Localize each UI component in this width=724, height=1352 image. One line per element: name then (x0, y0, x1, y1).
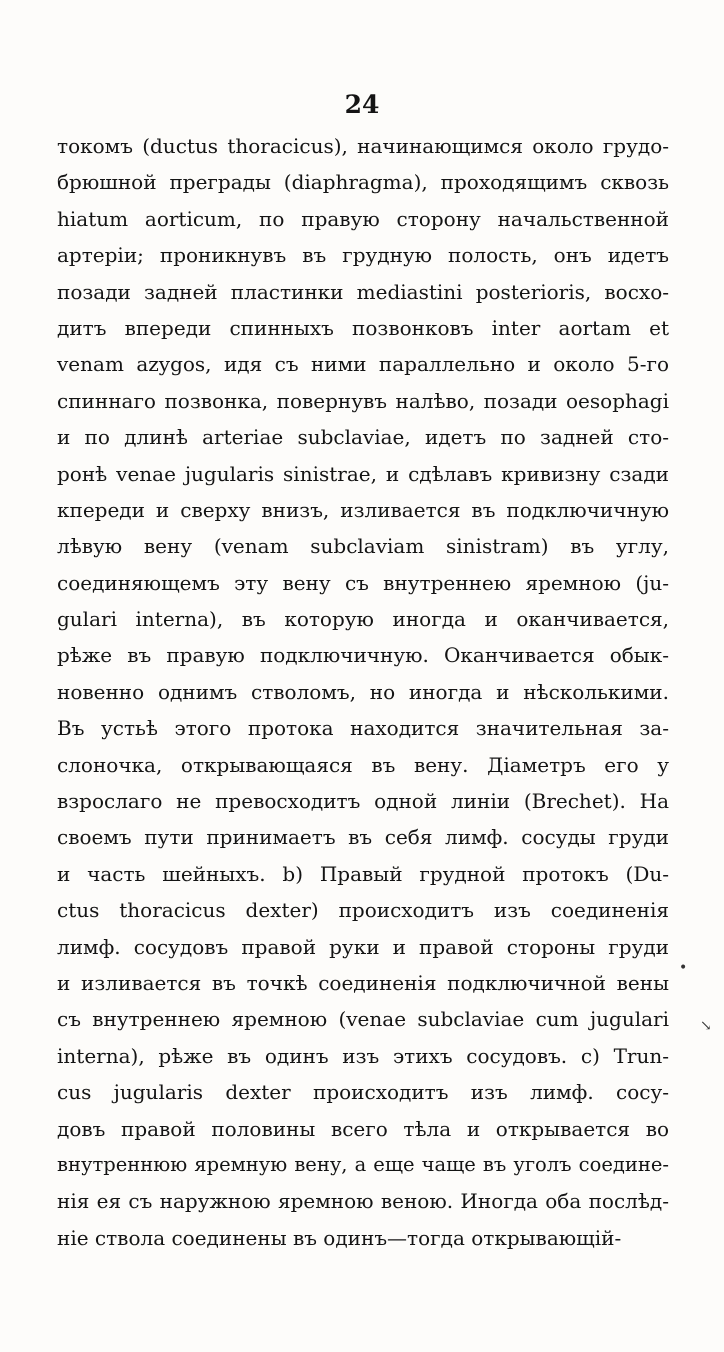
text-line: ніе ствола соединены въ одинъ—тогда открывающій- (57, 1225, 622, 1250)
text-line: нія ея съ наружною яремною веною. Иногда оба послѣд- (57, 1189, 669, 1214)
text-line: соединяющемъ эту вену съ внутреннею яремною (ju- (57, 570, 669, 595)
margin-tick: ↘ (700, 1018, 712, 1034)
text-line: и по длинѣ arteriae subclaviae, идетъ по задней сто- (57, 425, 669, 450)
text-line: своемъ пути принимаетъ въ себя лимф. сосуды груди (57, 825, 669, 850)
text-line: и часть шейныхъ. b) Правый грудной протокъ (Du- (57, 861, 669, 886)
text-line: ctus thoracicus dexter) происходитъ изъ соединенія (57, 898, 669, 923)
text-line: внутреннюю яремную вену, а еще чаще въ уголъ соедине- (57, 1152, 669, 1176)
text-line: venam azygos, идя съ ними параллельно и около 5-го (57, 352, 669, 377)
text-line: hiatum aorticum, по правую сторону начальственной (57, 206, 669, 231)
page-number: 24 (344, 90, 380, 119)
margin-dot: • (679, 960, 688, 976)
text-line: слоночка, открывающаяся въ вену. Діаметръ его у (57, 752, 669, 777)
text-line: ронѣ venae jugularis sinistrae, и сдѣлавъ кривизну сзади (57, 461, 669, 486)
text-line: взрослаго не превосходитъ одной линіи (Brechet). На (57, 789, 669, 814)
text-line: довъ правой половины всего тѣла и открывается во (57, 1116, 669, 1141)
text-line: спиннаго позвонка, повернувъ налѣво, позади oesophagi (57, 388, 669, 413)
text-line: cus jugularis dexter происходитъ изъ лимф. сосу- (57, 1080, 669, 1105)
body-text (57, 128, 669, 1256)
text-line: Въ устьѣ этого протока находится значительная за- (57, 716, 669, 741)
text-line: interna), рѣже въ одинъ изъ этихъ сосудовъ. c) Trun- (57, 1043, 669, 1068)
text-line: артеріи; проникнувъ въ грудную полость, онъ идетъ (57, 243, 669, 268)
text-line: съ внутреннею яремною (venae subclaviae cum jugulari (57, 1007, 669, 1032)
text-line: токомъ (ductus thoracicus), начинающимся около грудо- (57, 134, 669, 158)
text-line: лимф. сосудовъ правой руки и правой стороны груди (57, 934, 669, 959)
text-line: позади задней пластинки mediastini posterioris, восхо- (57, 279, 669, 304)
text-line: дитъ впереди спинныхъ позвонковъ inter aortam et (57, 315, 669, 340)
text-line: рѣже въ правую подключичную. Оканчивается обык- (57, 643, 669, 668)
text-line: брюшной преграды (diaphragma), проходящимъ сквозь (57, 170, 669, 195)
text-line: кпереди и сверху внизъ, изливается въ подключичную (57, 497, 669, 522)
text-line: лѣвую вену (venam subclaviam sinistram) въ углу, (57, 534, 669, 559)
text-line: gulari interna), въ которую иногда и оканчивается, (57, 607, 669, 632)
text-line: и изливается въ точкѣ соединенія подключичной вены (57, 970, 669, 995)
text-line: новенно однимъ стволомъ, но иногда и нѣсколькими. (57, 679, 669, 704)
